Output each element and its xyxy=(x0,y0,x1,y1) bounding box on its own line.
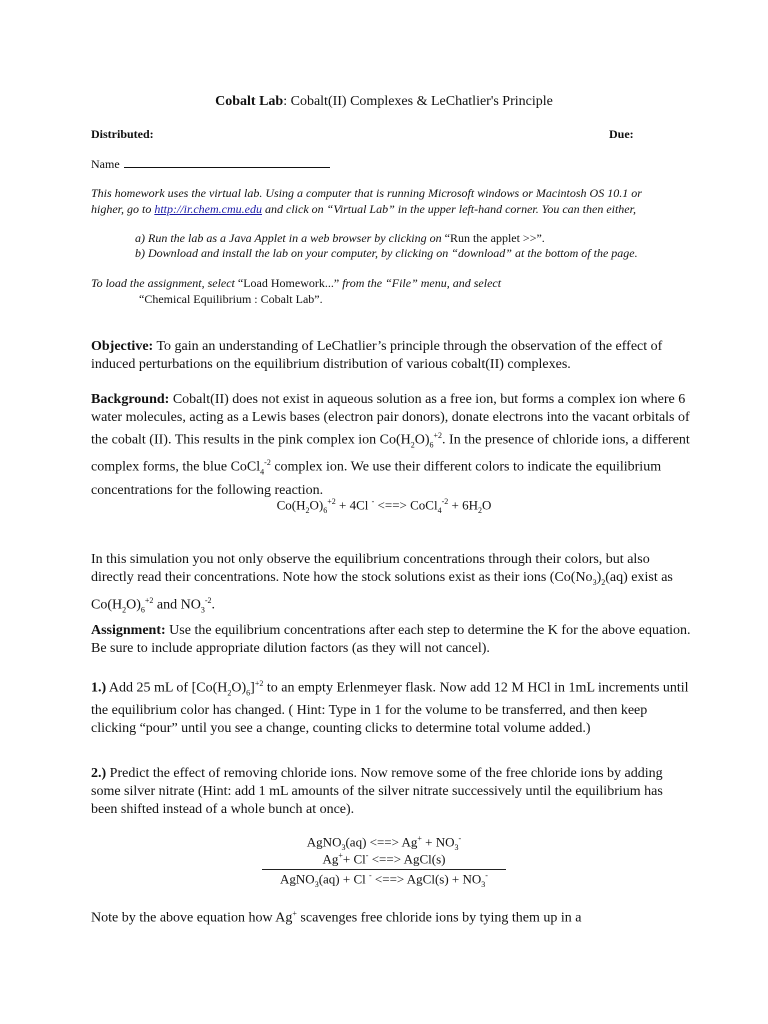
assignment-paragraph xyxy=(91,622,691,658)
eq-text: + 6H xyxy=(448,497,478,513)
silver-equation-line-1 xyxy=(0,834,768,852)
superscript: - xyxy=(369,871,372,880)
option-b: b) Download and install the lab on your computer, by clicking on “download” at the bottom of the page. xyxy=(135,246,638,260)
intro-text: and click on “Virtual Lab” in the upper left-hand corner. You can then either, xyxy=(262,202,636,216)
superscript: +2 xyxy=(327,497,336,506)
due-label: Due: xyxy=(609,127,634,141)
assignment-label: Assignment: xyxy=(91,623,166,638)
superscript: - xyxy=(365,851,369,860)
simulation-paragraph xyxy=(91,551,691,619)
background-text: O) xyxy=(414,432,430,448)
eq-text: (aq) <==> Ag xyxy=(345,834,418,850)
eq-text: O) xyxy=(309,497,324,513)
load-line-2: “Chemical Equilibrium : Cobalt Lab”. xyxy=(139,292,323,306)
name-label: Name xyxy=(91,157,120,171)
superscript: +2 xyxy=(144,595,154,605)
subscript: 6 xyxy=(246,688,251,698)
note-text: Note by the above equation how Ag xyxy=(91,910,293,926)
objective-paragraph xyxy=(91,338,691,374)
note-text: scavenges free chloride ions by tying them up in a xyxy=(296,910,582,926)
eq-text: + 4Cl xyxy=(335,497,372,513)
background-text: Cobalt(II) does not exist in aqueous solution as a free ion, but forms a complex ion where 6 water molecules, acting as a Lewis bases (electron pair donors), donate electrons into the vacant orbitals of the cobalt (II). This results in the pink complex ion Co(H xyxy=(91,392,690,448)
step-2-text: Predict the effect of removing chloride ions. Now remove some of the free chloride ions by adding some silver nitrate (Hint: add 1 mL amounts of the silver nitrate successively until the equilibrium has been shifted instead of a whole bunch at once). xyxy=(91,766,663,817)
eq-text: AgNO xyxy=(280,871,315,887)
simulation-text: O) xyxy=(126,597,141,613)
simulation-text: ) xyxy=(596,570,602,585)
note-paragraph xyxy=(91,905,691,928)
subscript: 2 xyxy=(477,505,482,515)
subscript: 2 xyxy=(410,440,415,450)
intro-line-1: This homework uses the virtual lab. Using a computer that is running Microsoft windows or Macintosh OS 10.1 or xyxy=(91,186,642,200)
superscript: - xyxy=(371,497,375,506)
simulation-text: and NO xyxy=(153,597,201,613)
superscript: +2 xyxy=(254,679,264,688)
step-1-text: ] xyxy=(250,680,255,696)
distributed-label: Distributed: xyxy=(91,127,154,141)
background-text: . In the presence of chloride ions, a different complex forms, the blue CoCl xyxy=(91,432,690,476)
subscript: 2 xyxy=(601,577,606,587)
subscript: 2 xyxy=(227,688,232,698)
step-1-paragraph xyxy=(91,675,691,738)
equilibrium-equation xyxy=(0,497,768,515)
step-2-label: 2.) xyxy=(91,766,107,781)
document-title xyxy=(0,94,768,110)
subscript: 2 xyxy=(305,505,310,515)
step-1-text: Add 25 mL of [Co(H xyxy=(106,680,228,696)
objective-label: Objective: xyxy=(91,339,154,354)
superscript: -2 xyxy=(441,497,449,506)
load-homework-quote: “Load Homework...” xyxy=(237,276,340,290)
background-text: complex ion. We use their different colors to indicate the equilibrium concentrations for the following reaction. xyxy=(91,460,662,498)
subscript: 3 xyxy=(481,879,486,889)
lab-link[interactable]: http://ir.chem.cmu.edu xyxy=(154,202,262,216)
subscript: 4 xyxy=(260,467,265,477)
intro-line-2 xyxy=(91,202,636,217)
silver-equation-line-2 xyxy=(0,851,768,867)
option-a-text: a) Run the lab as a Java Applet in a web browser by clicking on xyxy=(135,231,445,245)
superscript: + xyxy=(292,909,297,918)
load-text: from the “File” menu, and select xyxy=(339,276,502,290)
superscript: -2 xyxy=(264,458,271,468)
background-label: Background: xyxy=(91,392,170,407)
objective-text: To gain an understanding of LeChatlier’s principle through the observation of the effect of induced perturbations on the equilibrium distribution of various cobalt(II) complexes. xyxy=(91,339,663,372)
simulation-text: (aq) exist as Co(H xyxy=(91,570,673,613)
title-rest: : Cobalt(II) Complexes & LeChatlier's Principle xyxy=(283,94,553,109)
step-2-paragraph xyxy=(91,765,691,819)
eq-text: Co(H xyxy=(276,497,306,513)
subscript: 3 xyxy=(200,605,205,615)
superscript: - xyxy=(458,834,462,843)
superscript: +2 xyxy=(433,431,443,440)
eq-text: <==> CoCl xyxy=(374,497,438,513)
assignment-text: Use the equilibrium concentrations after each step to determine the K for the above equation. Be sure to include appropriate dilution factors (as they will not cancel). xyxy=(91,623,691,656)
subscript: 6 xyxy=(140,605,145,615)
superscript: - xyxy=(485,871,488,880)
name-line xyxy=(124,156,330,168)
background-paragraph xyxy=(91,391,691,500)
superscript: + xyxy=(417,834,422,843)
load-text: To load the assignment, select xyxy=(91,276,238,290)
silver-equation-line-3 xyxy=(0,871,768,889)
eq-text: <==> AgCl(s) + NO xyxy=(371,871,482,887)
eq-text: <==> AgCl(s) xyxy=(368,851,446,867)
intro-text: higher, go to xyxy=(91,202,155,216)
subscript: 6 xyxy=(429,440,434,450)
subscript: 3 xyxy=(454,842,459,852)
subscript: 3 xyxy=(592,577,597,587)
eq-text: + NO xyxy=(421,834,455,850)
eq-text: Ag xyxy=(322,851,339,867)
step-1-text: to an empty Erlenmeyer flask. Now add 12 M HCl in 1mL increments until the equilibrium color has changed. ( Hint: Type in 1 for the volume to be transferred, and then keep clicking “pour” until you see a change, counting clicks to determine total volume added.) xyxy=(91,680,689,737)
step-1-label: 1.) xyxy=(91,680,107,696)
simulation-text: In this simulation you not only observe the equilibrium concentrations through their colors, but also directly read their concentrations. Note how the stock solutions exist as their ions (Co(No xyxy=(91,552,650,585)
title-bold: Cobalt Lab xyxy=(215,94,284,109)
eq-text: AgNO xyxy=(306,834,342,850)
name-field xyxy=(91,156,330,172)
equation-sum-rule xyxy=(262,869,506,870)
simulation-text: . xyxy=(211,597,216,613)
subscript: 4 xyxy=(437,505,442,515)
superscript: + xyxy=(338,851,343,860)
eq-text: + Cl xyxy=(342,851,366,867)
option-a-quote: “Run the applet >>”. xyxy=(444,231,545,245)
subscript: 2 xyxy=(122,605,127,615)
subscript: 6 xyxy=(323,505,328,515)
load-line-1 xyxy=(91,276,501,291)
superscript: -2 xyxy=(204,595,212,605)
eq-text: (aq) + Cl xyxy=(318,871,369,887)
eq-text: O xyxy=(481,497,492,513)
step-1-text: O) xyxy=(231,680,247,696)
subscript: 3 xyxy=(314,879,319,889)
subscript: 3 xyxy=(341,842,346,852)
option-a xyxy=(135,231,545,246)
